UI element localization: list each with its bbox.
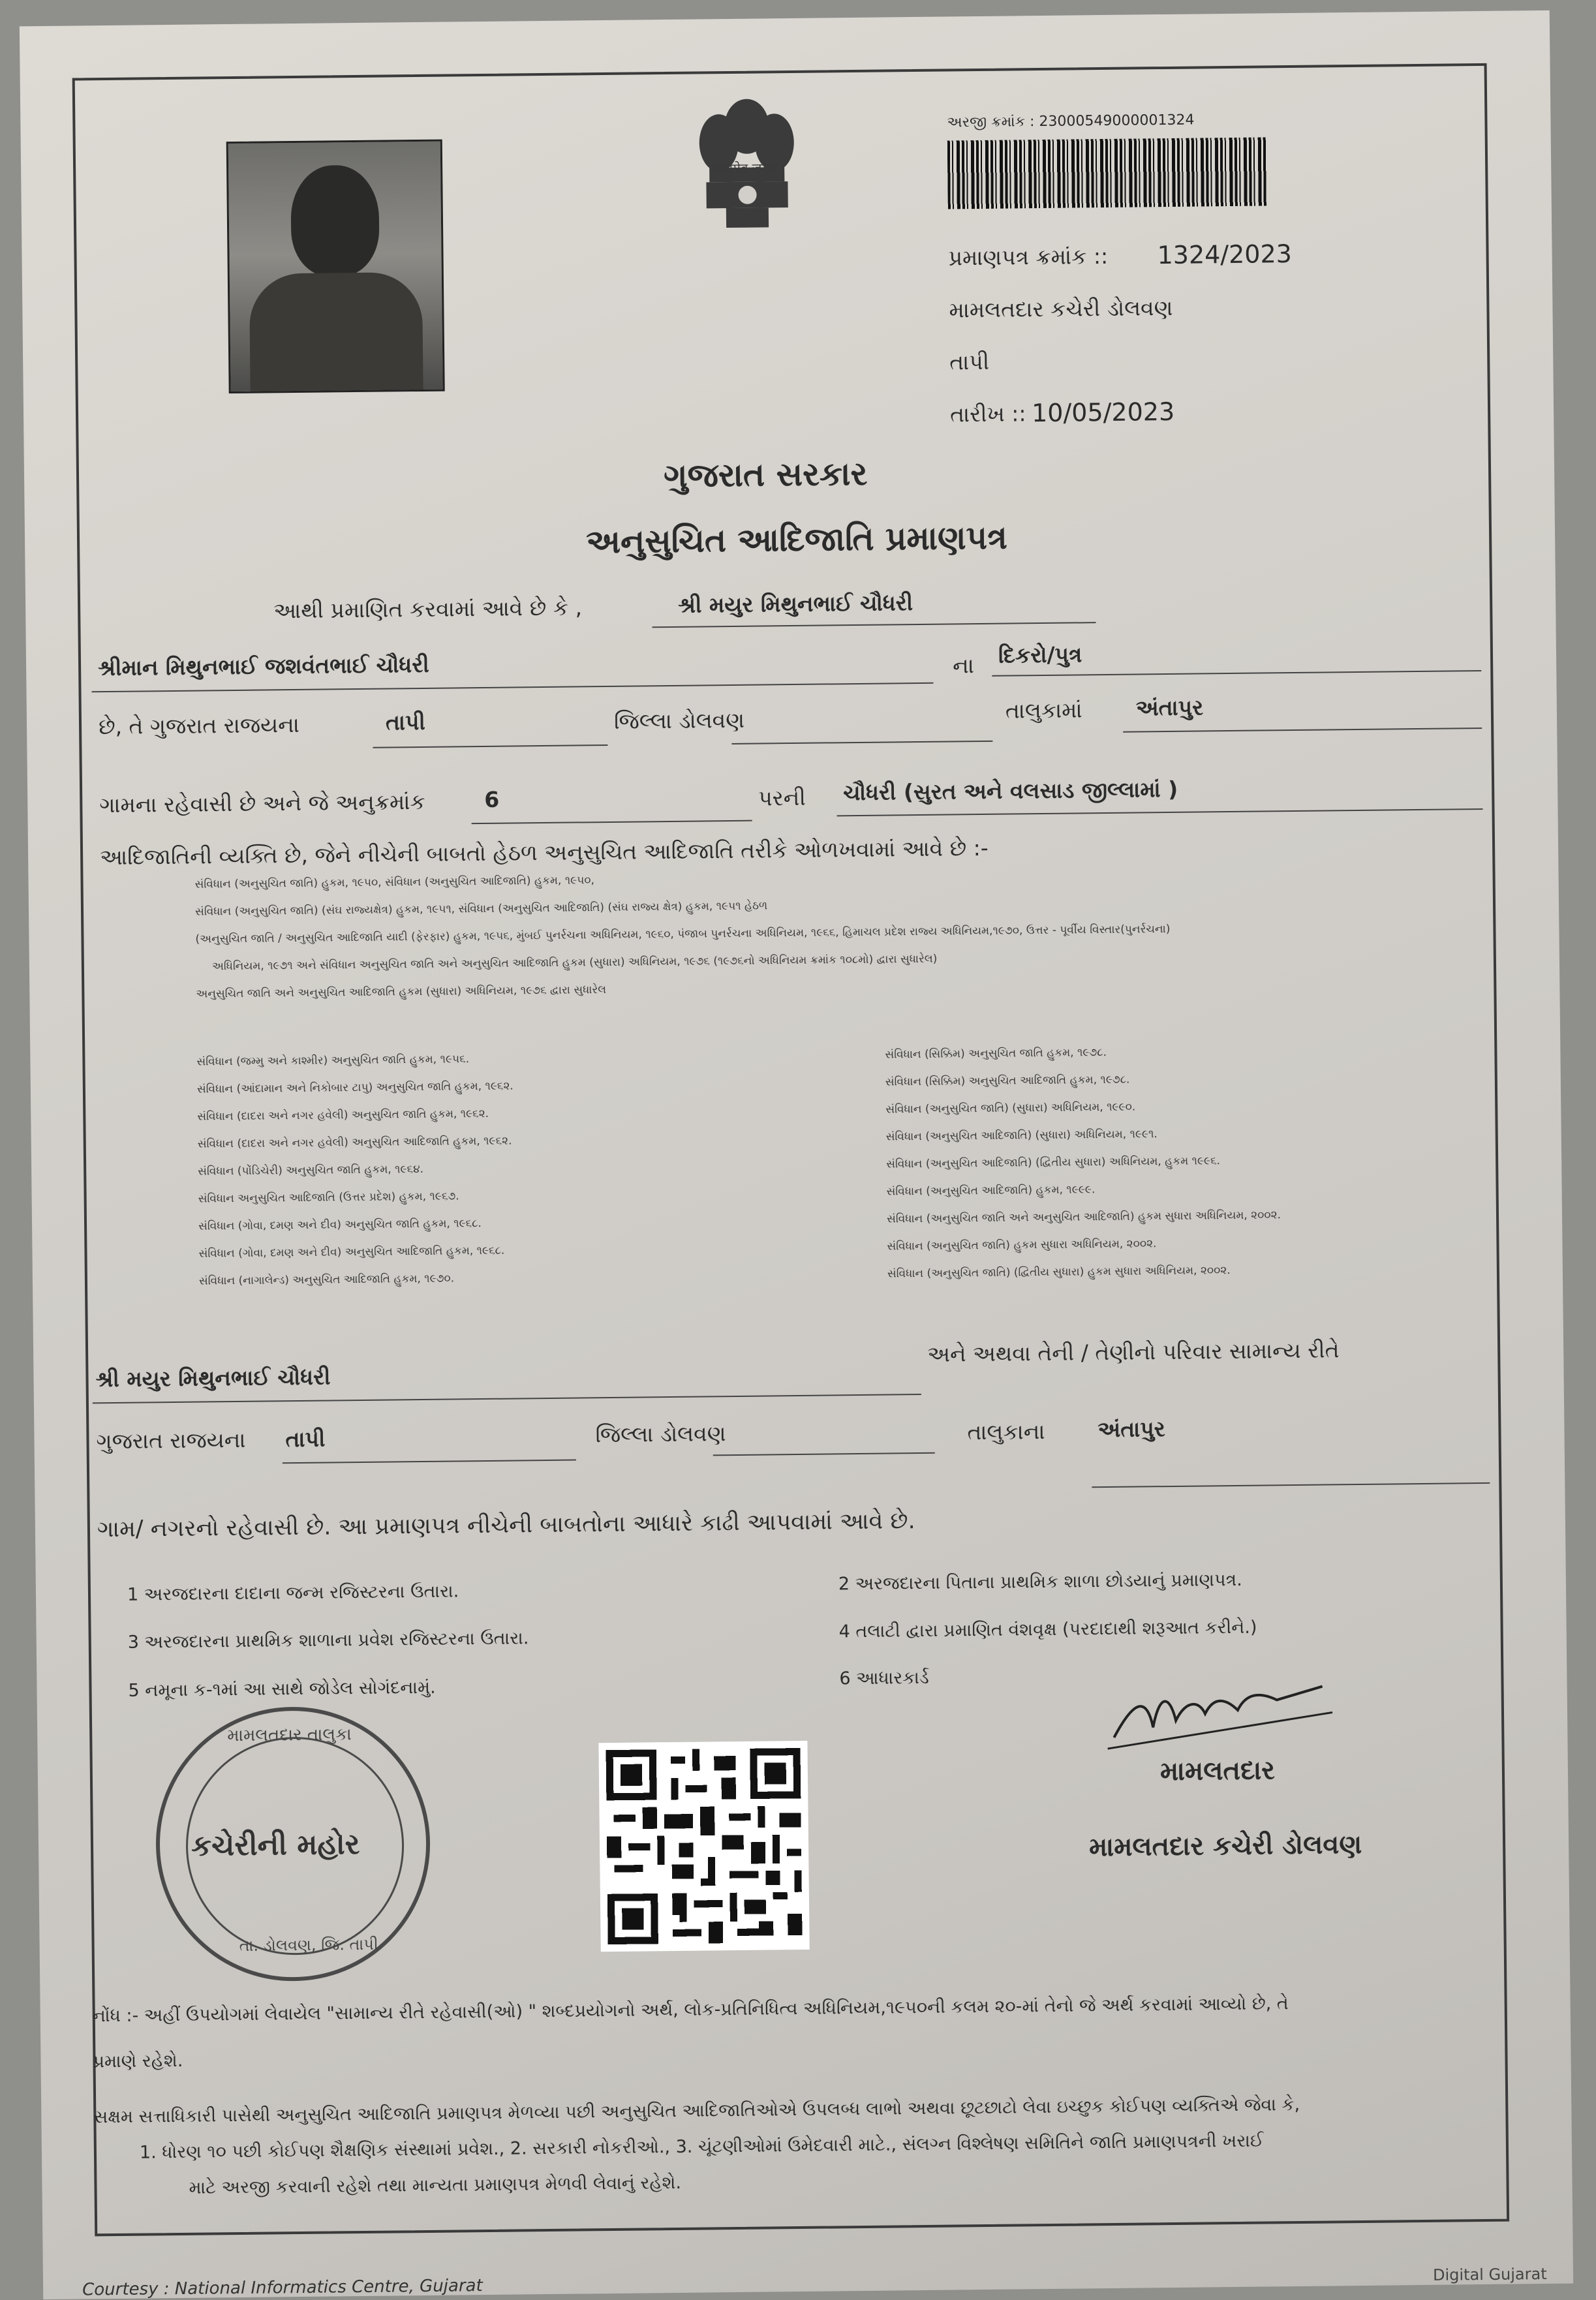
seal-center-text: કચેરીની મહોર <box>191 1828 360 1863</box>
residence-taluka-label: તાલુકાના <box>967 1418 1045 1445</box>
government-title: ગુજરાત સરકાર <box>663 454 868 495</box>
application-number: અરજી ક્રમાંક : 23000549000001324 <box>947 112 1195 131</box>
footer-authority-items: 1. ધોરણ ૧૦ પછી કોઈપણ શૈક્ષણિક સંસ્થામાં પ્રવેશ., 2. સરકારી નોકરીઓ., 3. ચૂંટણીઓમાં ઉમેદવારી માટે., સંલગ્ન વિશ્લેષણ સમિતિને જાતિ પ્રમાણપત્રની ખરાઈ <box>139 2130 1264 2163</box>
order-left-9: સંવિધાન (નાગાલેન્ડ) અનુસુચિત આદિજાતિ હુકમ, ૧૯૭૦. <box>198 1272 455 1288</box>
order-right-3: સંવિધાન (અનુસુચિત જાતિ) (સુધારા) અધિનિયમ, ૧૯૯૦. <box>885 1100 1136 1116</box>
document-item-3: 3 અરજદારના પ્રાથમિક શાળાના પ્રવેશ રજિસ્ટરના ઉતારા. <box>127 1628 529 1653</box>
residence-state-text: ગુજરાત રાજયના <box>96 1426 246 1454</box>
certificate-number-label: પ્રમાણપત્ર ક્રમાંક :: <box>948 243 1109 271</box>
order-right-2: સંવિધાન (સિક્કિમ) અનુસુચિત આદિજાતિ હુકમ, ૧૯૭૮. <box>885 1073 1130 1089</box>
issue-date: 10/05/2023 <box>1031 397 1175 428</box>
residence-district: તાપી <box>285 1426 326 1452</box>
signature <box>1107 1673 1342 1754</box>
footer-authority: સક્ષમ સત્તાધિકારી પાસેથી અનુસુચિત આદિજાતિ પ્રમાણપત્ર મેળવ્યા પછી અનુસુચિત આદિજાતિઓએ ઉપલબ્ધ લાભો અથવા છૂટછાટો લેવા ઇચ્છુક કોઈપણ વ્યક્તિએ જેવા કે, <box>93 2094 1300 2128</box>
signatory-office: મામલતદાર કચેરી ડોલવણ <box>1088 1829 1362 1863</box>
photo-body <box>249 272 423 391</box>
taluka-label: તાલુકામાં <box>1005 697 1082 724</box>
order-right-6: સંવિધાન (અનુસુચિત આદિજાતિ) હુકમ, ૧૯૯૯. <box>886 1183 1096 1199</box>
document-item-1: 1 અરજદારના દાદાના જન્મ રજિસ્ટરના ઉતારા. <box>127 1581 459 1605</box>
order-right-8: સંવિધાન (અનુસુચિત જાતિ) હુકમ સુધારા અધિનિયમ, ૨૦૦૨. <box>887 1237 1157 1253</box>
relation-prefix: ના <box>952 652 975 679</box>
upon-label: પરની <box>758 784 806 811</box>
order-line-1: સંવિધાન (અનુસુચિત જાતિ) હુકમ, ૧૯૫૦, સંવિધાન (અનુસુચિત આદિજાતિ) હુકમ, ૧૯૫૦, <box>194 874 595 891</box>
qr-code-icon <box>598 1741 809 1952</box>
issuing-district: તાપી <box>949 348 990 375</box>
recognition-text: આદિજાતિની વ્યક્તિ છે, જેને નીચેની બાબતો હેઠળ અનુસુચિત આદિજાતિ તરીકે ઓળખવામાં આવે છે :- <box>99 835 989 870</box>
footer-note: નોંધ :- અહીં ઉપયોગમાં લેવાયેલ "સામાન્ય રીતે રહેવાસી(ઓ) " શબ્દપ્રયોગનો અર્થ, લોક-પ્રતિનિધિત્વ અધિનિયમ,૧૯૫૦ની કલમ ૨૦-માં તેનો જે અર્થ કરવામાં આવ્યો છે, તે <box>92 1993 1289 2027</box>
order-left-6: સંવિધાન અનુસુચિત આદિજાતિ (ઉત્તર પ્રદેશ) હુકમ, ૧૯૬૭. <box>198 1189 459 1206</box>
document-item-2: 2 અરજદારના પિતાના પ્રાથમિક શાળા છોડયાનું પ્રમાણપત્ર. <box>838 1569 1242 1595</box>
page-footer-right: Digital Gujarat <box>1432 2265 1547 2284</box>
footer-note-continued: પ્રમાણે રહેશે. <box>93 2050 183 2072</box>
order-right-9: સંવિધાન (અનુસુચિત જાતિ) (દ્વિતીય સુધારા) હુકમ સુધારા અધિનિયમ, ૨૦૦૨. <box>887 1264 1231 1281</box>
serial-number: 6 <box>484 786 500 812</box>
order-left-1: સંવિધાન (જમ્મુ અને કાશ્મીર) અનુસુચિત જાતિ હુકમ, ૧૯૫૬. <box>196 1052 470 1069</box>
relation: દિકરો/પુત્ર <box>998 641 1082 668</box>
date-label: તારીખ :: <box>949 401 1026 427</box>
order-left-2: સંવિધાન (આંદામાન અને નિકોબાર ટાપુ) અનુસુચિત જાતિ હુકમ, ૧૯૬૨. <box>196 1079 514 1096</box>
courtesy-text: Courtesy : National Informatics Centre, Gujarat <box>82 2276 483 2300</box>
order-right-4: સંવિધાન (અનુસુચિત આદિજાતિ) (સુધારા) અધિનિયમ, ૧૯૯૧. <box>885 1127 1158 1144</box>
order-line-2: સંવિધાન (અનુસુચિત જાતિ) (સંઘ રાજ્યક્ષેત્ર) હુકમ, ૧૯૫૧, સંવિધાન (અનુસુચિત આદિજાતિ) (સંઘ રાજ્ય ક્ષેત્ર) હુકમ, ૧૯૫૧ હેઠળ <box>194 899 768 919</box>
order-line-3: (અનુસુચિત જાતિ / અનુસુચિત આદિજાતિ યાદી (ફેરફાર) હુકમ, ૧૯૫૬, મુંબઈ પુનર્રચના અધિનિયમ, ૧૯૬૦, પંજાબ પુનર્રચના અધિનિયમ, ૧૯૬૬, હિમાચલ પ્રદેશ રાજ્ય અધિનિયમ,૧૯૭૦, ઉત્તર - પૂર્વીય વિસ્તાર(પુનર્રચના) <box>195 922 1171 946</box>
signatory-designation: મામલતદાર <box>1159 1755 1276 1787</box>
barcode <box>947 137 1268 209</box>
footer-authority-continued: માટે અરજી કરવાની રહેશે તથા માન્યતા પ્રમાણપત્ર મેળવી લેવાનું રહેશે. <box>189 2172 682 2198</box>
certificate-sheet <box>20 10 1573 2299</box>
resident-text: ગામના રહેવાસી છે અને જે અનુક્રમાંક <box>99 788 425 818</box>
order-left-5: સંવિધાન (પોંડિચેરી) અનુસુચિત જાતિ હુકમ, ૧૯૬૪. <box>198 1162 424 1178</box>
order-right-5: સંવિધાન (અનુસુચિત આદિજાતિ) (દ્વિતીય સુધારા) અધિનિયમ, હુકમ ૧૯૯૬. <box>886 1154 1221 1171</box>
district-label: જિલ્લા ડોલવણ <box>613 707 745 734</box>
family-text: અને અથવા તેની / તેણીનો પરિવાર સામાન્ય રીતે <box>927 1337 1340 1367</box>
basis-text: ગામ/ નગરનો રહેવાસી છે. આ પ્રમાણપત્ર નીચેની બાબતોના આધારે કાઢી આપવામાં આવે છે. <box>97 1508 915 1543</box>
document-item-5: 5 નમૂના ક-૧માં આ સાથે જોડેલ સોગંદનામું. <box>128 1677 436 1701</box>
father-name: શ્રીમાન મિથુનભાઈ જશવંતભાઈ ચૌધરી <box>97 651 429 681</box>
seal-top-text: મામલતદાર તાલુકા <box>227 1725 352 1746</box>
order-left-8: સંવિધાન (ગોવા, દમણ અને દીવ) અનુસુચિત આદિજાતિ હુકમ, ૧૯૬૮. <box>198 1244 505 1261</box>
residence-district-label: જિલ્લા ડોલવણ <box>595 1420 726 1448</box>
certificate-number: 1324/2023 <box>1157 239 1293 270</box>
order-right-1: સંવિધાન (સિક્કિમ) અનુસુચિત જાતિ હુકમ, ૧૯૭૮. <box>885 1046 1107 1062</box>
district-name: તાપી <box>385 709 426 735</box>
document-item-6: 6 આધારકાર્ડ <box>839 1667 929 1689</box>
document-item-4: 4 તલાટી દ્વારા પ્રમાણિત વંશવૃક્ષ (પરદાદાથી શરૂઆત કરીને.) <box>838 1617 1257 1642</box>
order-line-4: અધિનિયમ, ૧૯૭૧ અને સંવિધાન અનુસુચિત જાતિ અને અનુસુચિત આદિજાતિ હુકમ (સુધારા) અધિનિયમ, ૧૯૭૬ (૧૯૭૬નો અધિનિયમ ક્રમાંક ૧૦૮મો) દ્વારા સુધારેલ) <box>211 952 938 974</box>
taluka-name: અંતાપુર <box>1135 694 1204 721</box>
order-left-4: સંવિધાન (દાદરા અને નગર હવેલી) અનુસુચિત આદિજાતિ હુકમ, ૧૯૬૨. <box>197 1134 512 1151</box>
certificate-title: અનુસુચિત આદિજાતિ પ્રમાણપત્ર <box>585 518 1008 561</box>
residence-applicant-name: શ્રી મયુર મિથુનભાઈ ચૌધરી <box>95 1364 331 1392</box>
emblem-caption: सत्यमेव जयते <box>713 160 777 177</box>
order-right-7: સંવિધાન (અનુસુચિત જાતિ અને અનુસુચિત આદિજાતિ) હુકમ સુધારા અધિનિયમ, ૨૦૦૨. <box>886 1208 1281 1226</box>
residence-taluka: અંતાપુર <box>1097 1416 1165 1443</box>
order-left-7: સંવિધાન (ગોવા, દમણ અને દીવ) અનુસુચિત જાતિ હુકમ, ૧૯૬૮. <box>198 1217 482 1233</box>
order-left-3: સંવિધાન (દાદરા અને નગર હવેલી) અનુસુચિત જાતિ હુકમ, ૧૯૬૨. <box>197 1107 489 1124</box>
issuing-office: મામલતદાર કચેરી ડોલવણ <box>949 294 1173 323</box>
tribe-name: ચૌધરી (સુરત અને વલસાડ જીલ્લામાં ) <box>842 776 1178 806</box>
photo-head <box>290 165 380 277</box>
seal-bottom-text: તા. ડોલવણ, જિ. તાપી <box>239 1935 378 1955</box>
certify-text: આથી પ્રમાણિત કરવામાં આવે છે કે , <box>273 594 583 624</box>
state-text: છે, તે ગુજરાત રાજયના <box>98 711 300 740</box>
applicant-photo <box>226 140 445 393</box>
order-line-5: અનુસુચિત જાતિ અને અનુસુચિત આદિજાતિ હુકમ (સુધારા) અધિનિયમ, ૧૯૭૬ દ્વારા સુધારેલ <box>196 983 607 1001</box>
applicant-name: શ્રી મયુર મિથુનભાઈ ચૌધરી <box>677 590 913 618</box>
